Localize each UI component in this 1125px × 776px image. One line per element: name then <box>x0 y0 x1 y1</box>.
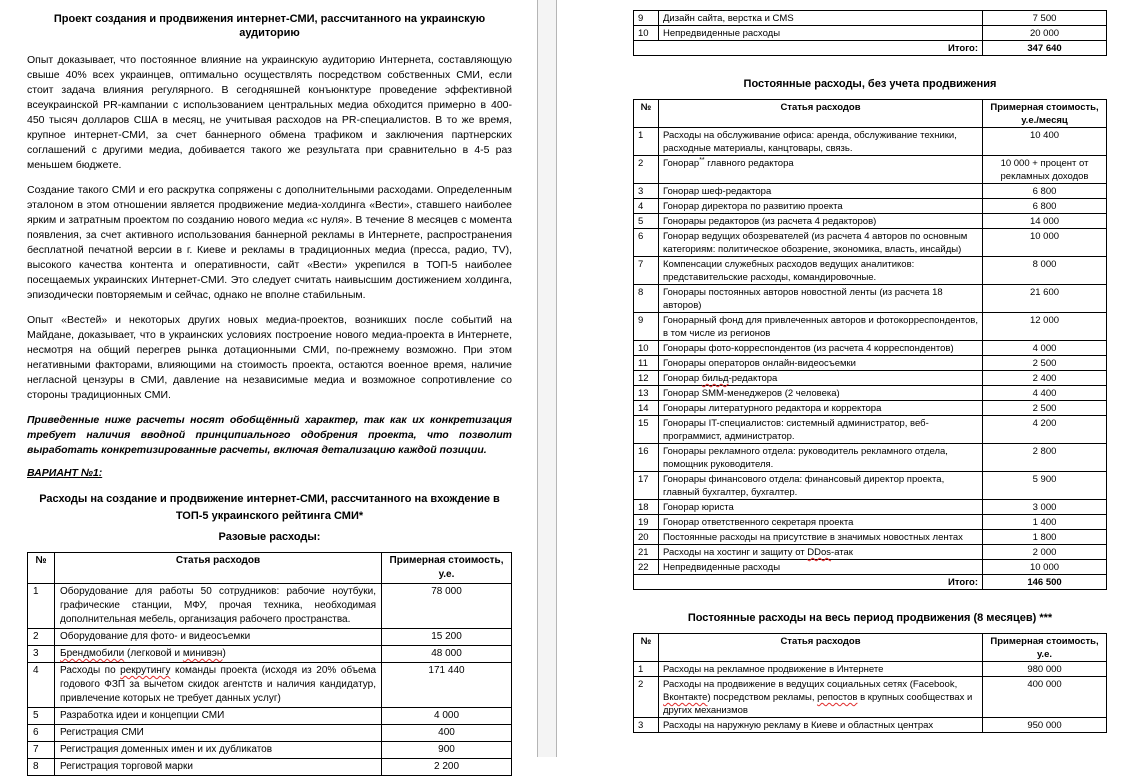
page-1 <box>0 0 537 772</box>
table-row <box>634 718 1107 733</box>
expense-item-cell: Гонорар SMM-менеджеров (2 человека) <box>659 386 983 401</box>
expense-item-cell: Гонорары финансового отдела: финансовый директор проекта, главный бухгалтер, бухгалтер. <box>659 472 983 500</box>
expense-item-cell: Гонорар директора по развитию проекта <box>659 199 983 214</box>
expense-item-cell: Разработка идеи и концепции СМИ <box>55 708 382 725</box>
column-header-item: Статья расходов <box>659 634 983 662</box>
table-row <box>634 156 1107 184</box>
paragraph-intro: Опыт доказывает, что постоянное влияние на украинскую аудиторию Интернета, составляющую свыше 40% всех украинцев, оптимально осуществлять посредством собственных СМИ, если стоит задача влияния регулярного. В сегодняшней конъюнктуре проведение эффективной всеукраинской PR-кампании с использованием центральных медиа обходится примерно в 400-450 тысяч долларов США в месяц, не учитывая расходов на PR-специалистов. В то же время, крупное интернет-СМИ, за счет баннерного обмена трафиком и заключения партнерских соглашений с другими медиа, добивается такого же результата при сравнительно в 4-5 раз меньшем бюджете. <box>27 54 512 171</box>
promo-period-costs-heading: Постоянные расходы на весь период продвижения (8 месяцев) *** <box>687 612 1053 624</box>
column-header-num: № <box>634 100 659 128</box>
page-gap <box>537 0 557 757</box>
misspelled-word: рекрутингу <box>120 665 171 676</box>
table-row <box>28 708 512 725</box>
row-number-cell: 3 <box>634 718 659 733</box>
row-number-cell: 11 <box>634 356 659 371</box>
one-time-costs-table <box>27 552 512 776</box>
column-header-num: № <box>634 634 659 662</box>
table-row <box>634 500 1107 515</box>
table-row <box>634 257 1107 285</box>
table-row <box>28 629 512 646</box>
table-row <box>28 742 512 759</box>
expense-item-cell: Расходы по рекрутингу команды проекта (исходя из 20% объема годового ФЗП за вычетом скидок агентств и наличия кандидатур, привлечение которых не требует данных услуг) <box>55 663 382 708</box>
row-number-cell: 17 <box>634 472 659 500</box>
expense-item-cell: Расходы на наружную рекламу в Киеве и областных центрах <box>659 718 983 733</box>
table-row <box>28 725 512 742</box>
table-row <box>28 759 512 776</box>
cost-cell: 20 000 <box>983 26 1107 41</box>
cost-cell: 4 400 <box>983 386 1107 401</box>
table-row <box>634 530 1107 545</box>
expense-item-cell: Гонорар юриста <box>659 500 983 515</box>
page-1-content <box>0 0 537 776</box>
one-time-costs-caption: Разовые расходы: <box>218 531 321 543</box>
row-number-cell: 4 <box>634 199 659 214</box>
table-header-row <box>28 553 512 584</box>
superscript-marker: ** <box>699 156 705 164</box>
expense-item-cell: Гонорары фото-корреспондентов (из расчета 4 корреспондентов) <box>659 341 983 356</box>
expense-item-cell: Гонорарный фонд для привлеченных авторов и фотокорреспондентов, в том числе из регионов <box>659 313 983 341</box>
total-label-cell: Итого: <box>634 41 983 56</box>
expense-item-cell: Регистрация доменных имен и их дубликатов <box>55 742 382 759</box>
row-number-cell: 3 <box>634 184 659 199</box>
cost-cell: 2 200 <box>382 759 512 776</box>
table-row <box>634 677 1107 718</box>
table-row <box>634 560 1107 575</box>
cost-cell: 2 500 <box>983 401 1107 416</box>
cost-cell: 12 000 <box>983 313 1107 341</box>
expense-item-cell: Гонорары литературного редактора и корректора <box>659 401 983 416</box>
paragraph-market-factors: Опыт «Вестей» и некоторых других новых медиа-проектов, возникших после событий на Майдане, доказывает, что в украинских условиях построение нового медиа-проекта в Интернете, несмотря на общий перегрев рынка дотационными СМИ, по-прежнему возможно. При этом негативными факторами, влияющими на стоимость проекта, остаются военное время, наличие негласной цензуры в СМИ, давление на независимые медиа и возможное сопротивление со стороны традиционных СМИ. <box>27 314 512 401</box>
row-number-cell: 15 <box>634 416 659 444</box>
column-header-cost: Примерная стоимость, у.е. <box>382 553 512 584</box>
expense-item-cell: Гонорары редакторов (из расчета 4 редакторов) <box>659 214 983 229</box>
table-row <box>28 584 512 629</box>
table-total-row <box>634 41 1107 56</box>
table-row <box>634 662 1107 677</box>
row-number-cell: 2 <box>28 629 55 646</box>
expense-item-cell: Гонорар** главного редактора <box>659 156 983 184</box>
expense-item-cell: Гонорар ответственного секретаря проекта <box>659 515 983 530</box>
one-time-costs-table-continued <box>633 10 1107 56</box>
table-row <box>634 128 1107 156</box>
table-header-row <box>634 100 1107 128</box>
row-number-cell: 20 <box>634 530 659 545</box>
paragraph-disclaimer-note: Приведенные ниже расчеты носят обобщённый характер, так как их конкретизация требует наличия вводной принципиального одобрения проекта, что позволит выработать конкретизированные расчеты, включая детализацию каждой позиции. <box>27 414 512 456</box>
cost-cell: 3 000 <box>983 500 1107 515</box>
row-number-cell: 18 <box>634 500 659 515</box>
expense-item-cell: Оборудование для фото- и видеосъемки <box>55 629 382 646</box>
expense-item-cell: Брендмобили (легковой и минивэн) <box>55 646 382 663</box>
column-header-cost: Примерная стоимость, у.е./месяц <box>983 100 1107 128</box>
total-value-cell: 347 640 <box>983 41 1107 56</box>
table-row <box>634 26 1107 41</box>
column-header-cost: Примерная стоимость, у.е. <box>983 634 1107 662</box>
table-row <box>28 646 512 663</box>
row-number-cell: 5 <box>634 214 659 229</box>
table-row <box>634 401 1107 416</box>
expense-item-cell: Регистрация торговой марки <box>55 759 382 776</box>
monthly-costs-table <box>633 99 1107 590</box>
expense-item-cell: Гонорар ведущих обозревателей (из расчета 4 авторов по основным категориям: политическое обозрение, экономика, власть, инсайды) <box>659 229 983 257</box>
expense-item-cell: Регистрация СМИ <box>55 725 382 742</box>
cost-cell: 1 800 <box>983 530 1107 545</box>
column-header-item: Статья расходов <box>55 553 382 584</box>
row-number-cell: 8 <box>634 285 659 313</box>
row-number-cell: 21 <box>634 545 659 560</box>
paragraph-vesti-example: Создание такого СМИ и его раскрутка сопряжены с дополнительными расходами. Определенным эталоном в этом отношении является продвижение медиа-холдинга «Вести», ставшего наиболее ярким и затратным проектом по созданию нового медиа «с нуля». В течение 8 месяцев с момента появления, за счет активного использования баннерной рекламы в Интернете, распространения бесплатной печатной версии в г. Киеве и рекламы в традиционных медиа (пресса, радио, TV), высокого качества контента и оперативности, сайт «Вести» укрепился в ТОП-5 наиболее посещаемых украинских Интернет-СМИ. Это следует считать наивысшим достижением холдинга, эпизодически повторяемым и сейчас, однако не вполне стабильным. <box>27 184 512 301</box>
row-number-cell: 10 <box>634 341 659 356</box>
cost-cell: 15 200 <box>382 629 512 646</box>
table-row <box>634 545 1107 560</box>
row-number-cell: 3 <box>28 646 55 663</box>
expense-item-cell: Дизайн сайта, верстка и CMS <box>659 11 983 26</box>
page-2-content <box>557 0 1125 733</box>
misspelled-word: Вконтакте <box>663 692 708 703</box>
expense-item-cell: Расходы на хостинг и защиту от DDos-атак <box>659 545 983 560</box>
row-number-cell: 16 <box>634 444 659 472</box>
cost-cell: 10 400 <box>983 128 1107 156</box>
cost-cell: 5 900 <box>983 472 1107 500</box>
table-row <box>634 444 1107 472</box>
document-title: Проект создания и продвижения интернет-СМИ, рассчитанного на украинскую аудиторию <box>53 13 486 39</box>
expense-item-cell: Гонорары рекламного отдела: руководитель рекламного отдела, помощник руководителя. <box>659 444 983 472</box>
row-number-cell: 4 <box>28 663 55 708</box>
cost-cell: 4 200 <box>983 416 1107 444</box>
row-number-cell: 6 <box>634 229 659 257</box>
expense-item-cell: Расходы на продвижение в ведущих социальных сетях (Facebook, Вконтакте) посредством рекламы, репостов в крупных сообществах и других механизмов <box>659 677 983 718</box>
cost-cell: 21 600 <box>983 285 1107 313</box>
row-number-cell: 2 <box>634 156 659 184</box>
cost-cell: 78 000 <box>382 584 512 629</box>
expense-item-cell: Расходы на рекламное продвижение в Интернете <box>659 662 983 677</box>
table-total-row <box>634 575 1107 590</box>
section-heading: Расходы на создание и продвижение интернет-СМИ, рассчитанного на вхождение в ТОП-5 украинского рейтинга СМИ* <box>39 493 500 522</box>
row-number-cell: 22 <box>634 560 659 575</box>
expense-item-cell: Гонорар бильд-редактора <box>659 371 983 386</box>
cost-cell: 980 000 <box>983 662 1107 677</box>
cost-cell: 14 000 <box>983 214 1107 229</box>
table-row <box>634 11 1107 26</box>
row-number-cell: 13 <box>634 386 659 401</box>
misspelled-word: минивэн <box>182 648 223 659</box>
table-row <box>634 214 1107 229</box>
table-row <box>634 371 1107 386</box>
cost-cell: 48 000 <box>382 646 512 663</box>
expense-item-cell: Непредвиденные расходы <box>659 26 983 41</box>
cost-cell: 10 000 <box>983 560 1107 575</box>
column-header-num: № <box>28 553 55 584</box>
table-row <box>634 356 1107 371</box>
cost-cell: 8 000 <box>983 257 1107 285</box>
row-number-cell: 9 <box>634 313 659 341</box>
row-number-cell: 8 <box>28 759 55 776</box>
cost-cell: 2 000 <box>983 545 1107 560</box>
expense-item-cell: Постоянные расходы на присутствие в значимых новостных лентах <box>659 530 983 545</box>
misspelled-word: Брендмобили <box>60 648 125 659</box>
cost-cell: 1 400 <box>983 515 1107 530</box>
expense-item-cell: Гонорары постоянных авторов новостной ленты (из расчета 18 авторов) <box>659 285 983 313</box>
table-row <box>634 341 1107 356</box>
row-number-cell: 6 <box>28 725 55 742</box>
cost-cell: 400 <box>382 725 512 742</box>
column-header-item: Статья расходов <box>659 100 983 128</box>
cost-cell: 400 000 <box>983 677 1107 718</box>
table-row <box>634 285 1107 313</box>
cost-cell: 900 <box>382 742 512 759</box>
expense-item-cell: Гонорары IT-специалистов: системный администратор, веб-программист, администратор. <box>659 416 983 444</box>
cost-cell: 10 000 <box>983 229 1107 257</box>
row-number-cell: 19 <box>634 515 659 530</box>
row-number-cell: 5 <box>28 708 55 725</box>
cost-cell: 171 440 <box>382 663 512 708</box>
expense-item-cell: Непредвиденные расходы <box>659 560 983 575</box>
row-number-cell: 7 <box>634 257 659 285</box>
cost-cell: 7 500 <box>983 11 1107 26</box>
promo-period-costs-table <box>633 633 1107 733</box>
row-number-cell: 9 <box>634 11 659 26</box>
table-row <box>634 199 1107 214</box>
variant-label: ВАРИАНТ №1: <box>27 467 103 479</box>
expense-item-cell: Гонорар шеф-редактора <box>659 184 983 199</box>
cost-cell: 950 000 <box>983 718 1107 733</box>
cost-cell: 6 800 <box>983 199 1107 214</box>
expense-item-cell: Оборудование для работы 50 сотрудников: рабочие ноутбуки, графические станции, МФУ, прочая техника, необходимая дополнительная мебель, организация рабочего пространства. <box>55 584 382 629</box>
cost-cell: 2 800 <box>983 444 1107 472</box>
cost-cell: 2 500 <box>983 356 1107 371</box>
table-header-row <box>634 634 1107 662</box>
table-row <box>634 184 1107 199</box>
misspelled-word: DDos <box>807 547 832 558</box>
total-value-cell: 146 500 <box>983 575 1107 590</box>
row-number-cell: 7 <box>28 742 55 759</box>
monthly-costs-heading: Постоянные расходы, без учета продвижения <box>743 78 997 90</box>
row-number-cell: 12 <box>634 371 659 386</box>
misspelled-word: репостов <box>817 692 858 703</box>
row-number-cell: 1 <box>634 128 659 156</box>
page-2 <box>557 0 1125 757</box>
expense-item-cell: Гонорары операторов онлайн-видеосъемки <box>659 356 983 371</box>
cost-cell: 2 400 <box>983 371 1107 386</box>
cost-cell: 10 000 + процент от рекламных доходов <box>983 156 1107 184</box>
table-row <box>634 229 1107 257</box>
table-row <box>634 386 1107 401</box>
table-row <box>634 472 1107 500</box>
table-row <box>634 313 1107 341</box>
row-number-cell: 2 <box>634 677 659 718</box>
expense-item-cell: Компенсации служебных расходов ведущих аналитиков: представительские расходы, командировочные. <box>659 257 983 285</box>
cost-cell: 4 000 <box>983 341 1107 356</box>
row-number-cell: 1 <box>634 662 659 677</box>
cost-cell: 4 000 <box>382 708 512 725</box>
total-label-cell: Итого: <box>634 575 983 590</box>
table-row <box>634 515 1107 530</box>
misspelled-word: бильд <box>701 373 729 384</box>
row-number-cell: 1 <box>28 584 55 629</box>
table-row <box>28 663 512 708</box>
table-row <box>634 416 1107 444</box>
row-number-cell: 10 <box>634 26 659 41</box>
expense-item-cell: Расходы на обслуживание офиса: аренда, обслуживание техники, расходные материалы, канцтовары, связь. <box>659 128 983 156</box>
row-number-cell: 14 <box>634 401 659 416</box>
cost-cell: 6 800 <box>983 184 1107 199</box>
